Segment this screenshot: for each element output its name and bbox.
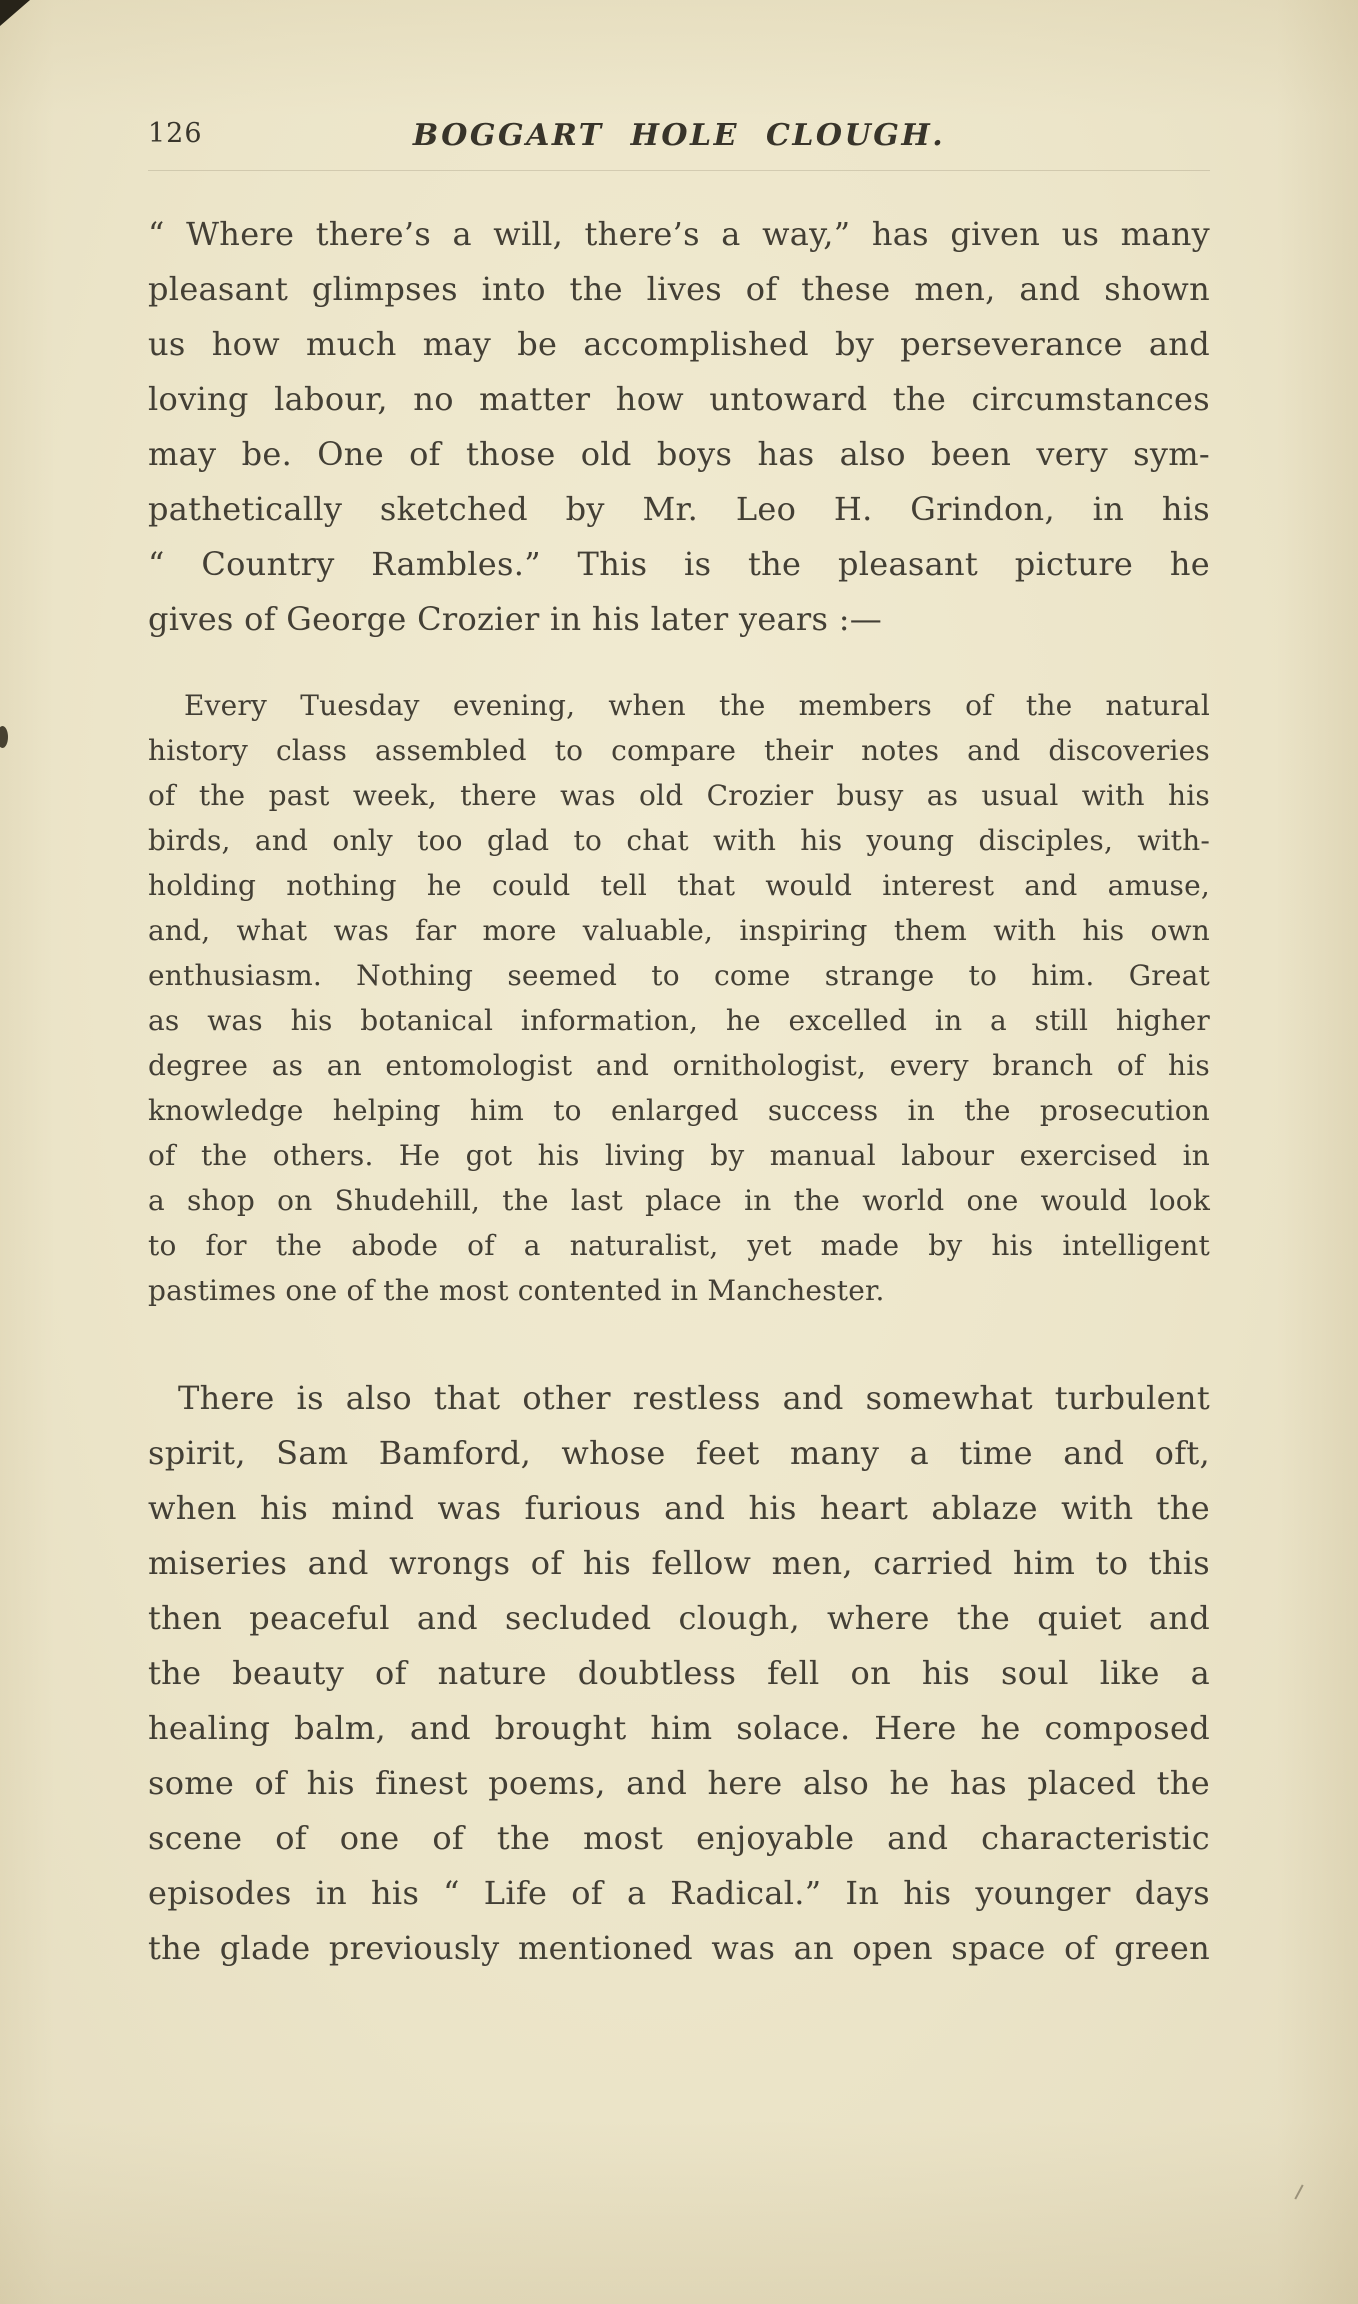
text-line: holding nothing he could tell that would interest and amuse,: [148, 869, 1210, 902]
text-line: “ Country Rambles.” This is the pleasant picture he: [148, 545, 1210, 583]
text-line: birds, and only too glad to chat with his young disciples, with-: [148, 824, 1210, 857]
paragraph-bamford: [148, 1371, 1210, 1976]
text-line: episodes in his “ Life of a Radical.” In his younger days: [148, 1874, 1210, 1912]
text-line: There is also that other restless and somewhat turbulent: [178, 1379, 1210, 1417]
text-line: to for the abode of a naturalist, yet made by his intelligent: [148, 1229, 1210, 1262]
page-content: [148, 118, 1210, 1976]
text-line: as was his botanical information, he excelled in a still higher: [148, 1004, 1210, 1037]
scan-artifact-corner: [0, 0, 30, 26]
text-line: then peaceful and secluded clough, where the quiet and: [148, 1599, 1210, 1637]
scan-artifact-edge-speck: [0, 726, 8, 748]
scan-artifact-bottom-mark: [1294, 2184, 1303, 2199]
text-line: scene of one of the most enjoyable and characteristic: [148, 1819, 1210, 1857]
text-line: healing balm, and brought him solace. Here he composed: [148, 1709, 1210, 1747]
running-title: BOGGART HOLE CLOUGH.: [412, 118, 946, 153]
page-header: [148, 118, 1210, 171]
text-line: pleasant glimpses into the lives of these men, and shown: [148, 270, 1210, 308]
text-line: of the others. He got his living by manual labour exercised in: [148, 1139, 1210, 1172]
paragraph-quotation: [148, 683, 1210, 1313]
text-line: knowledge helping him to enlarged success in the prosecution: [148, 1094, 1210, 1127]
text-line: and, what was far more valuable, inspiring them with his own: [148, 914, 1210, 947]
text-line: Every Tuesday evening, when the members of the natural: [184, 689, 1210, 722]
text-line: the glade previously mentioned was an open space of green: [148, 1929, 1210, 1967]
text-line: history class assembled to compare their notes and discoveries: [148, 734, 1210, 767]
text-line: degree as an entomologist and ornithologist, every branch of his: [148, 1049, 1210, 1082]
paragraph-intro: [148, 207, 1210, 647]
text-line: loving labour, no matter how untoward the circumstances: [148, 380, 1210, 418]
text-line: spirit, Sam Bamford, whose feet many a time and oft,: [148, 1434, 1210, 1472]
text-line: “ Where there’s a will, there’s a way,” has given us many: [148, 215, 1210, 253]
text-line: a shop on Shudehill, the last place in the world one would look: [148, 1184, 1210, 1217]
text-line: of the past week, there was old Crozier busy as usual with his: [148, 779, 1210, 812]
text-line: when his mind was furious and his heart ablaze with the: [148, 1489, 1210, 1527]
text-line: some of his finest poems, and here also he has placed the: [148, 1764, 1210, 1802]
text-line: the beauty of nature doubtless fell on his soul like a: [148, 1654, 1210, 1692]
text-line: pathetically sketched by Mr. Leo H. Grindon, in his: [148, 490, 1210, 528]
text-line: gives of George Crozier in his later years :—: [148, 600, 883, 638]
page-number: 126: [148, 118, 203, 149]
text-line: us how much may be accomplished by perseverance and: [148, 325, 1210, 363]
text-line: miseries and wrongs of his fellow men, carried him to this: [148, 1544, 1210, 1582]
text-line: may be. One of those old boys has also been very sym-: [148, 435, 1210, 473]
text-line: pastimes one of the most contented in Manchester.: [148, 1274, 885, 1307]
text-line: enthusiasm. Nothing seemed to come strange to him. Great: [148, 959, 1210, 992]
